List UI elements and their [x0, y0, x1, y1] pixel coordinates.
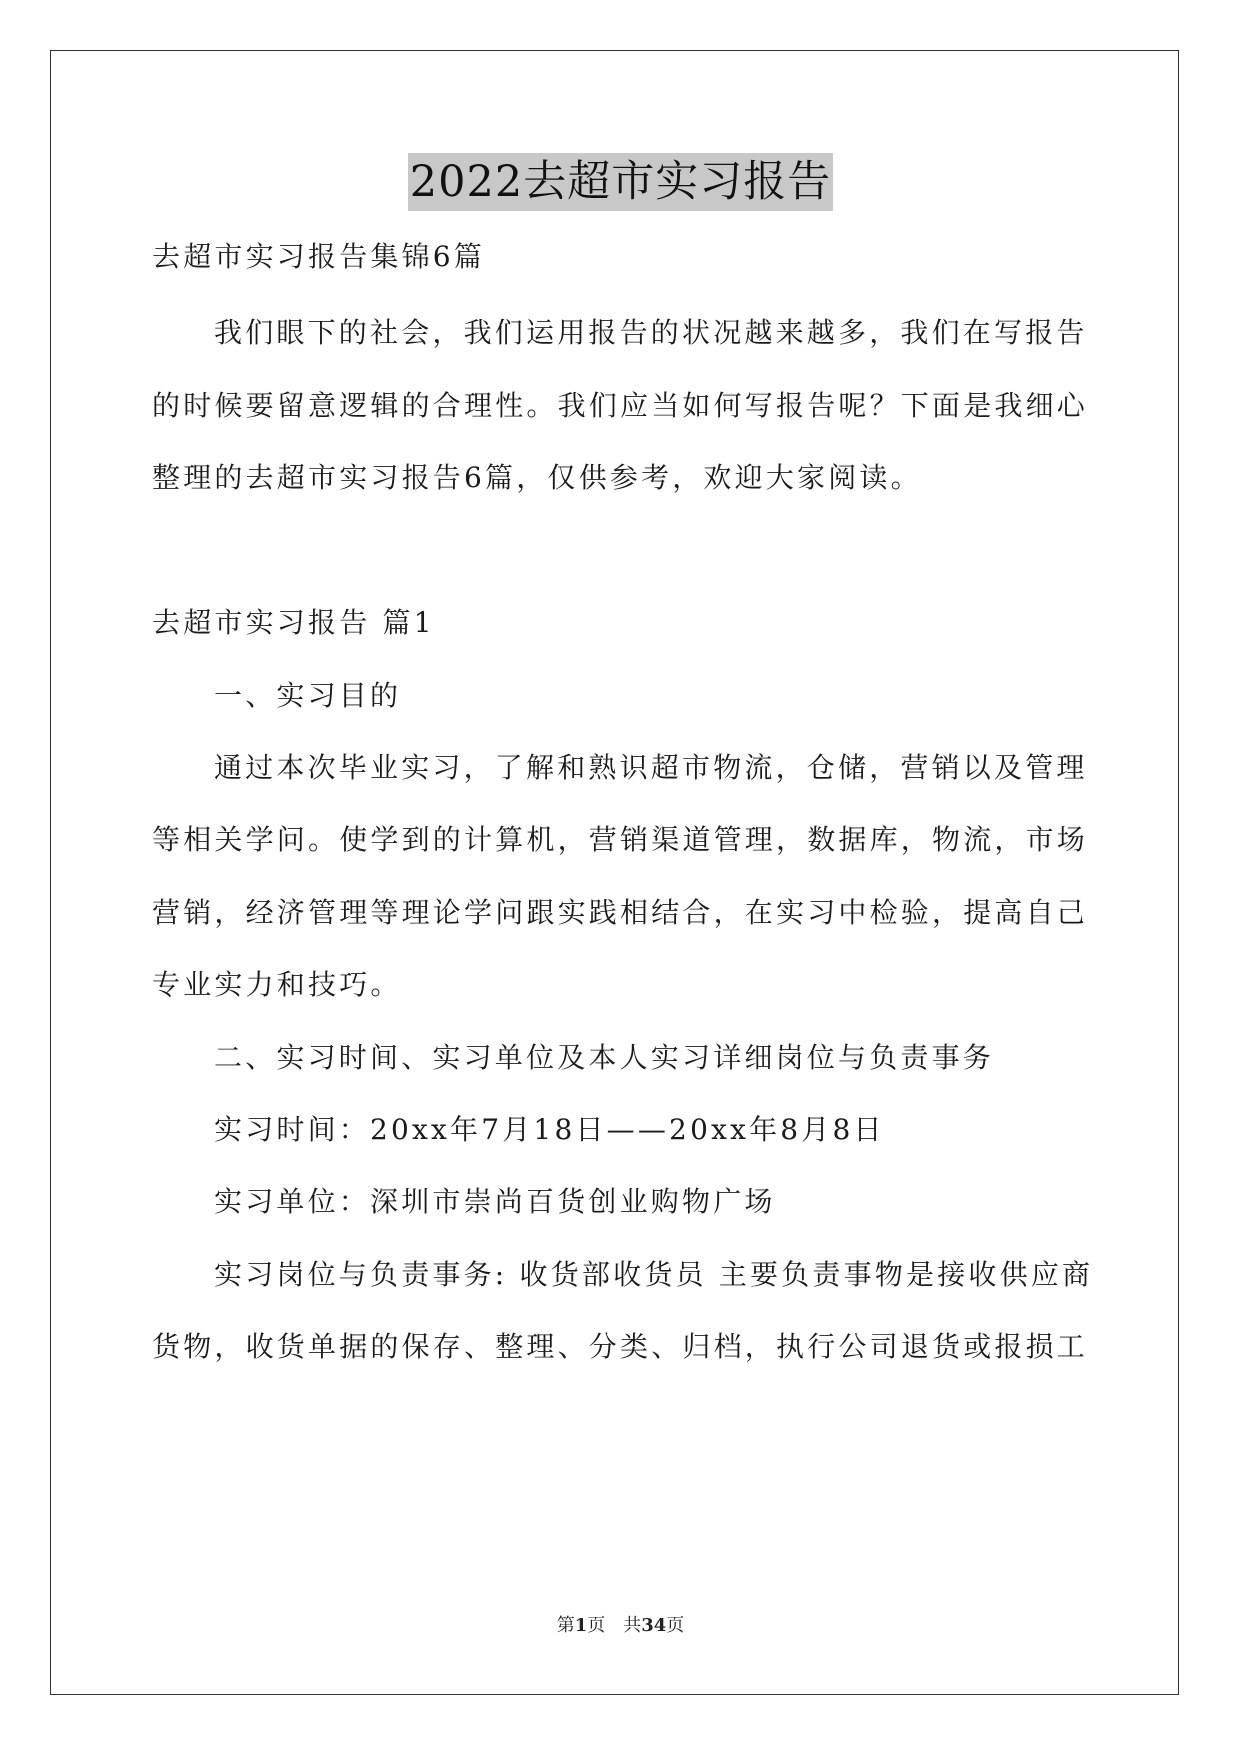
- paragraph-line-4: 专业实力和技巧。: [152, 968, 402, 1001]
- page-prefix: 第: [556, 1615, 575, 1636]
- page-border: [50, 50, 1179, 1695]
- page-current: 1: [574, 1615, 588, 1636]
- paragraph-line-3: 营销，经济管理等理论学问跟实践相结合，在实习中检验，提高自己: [152, 896, 1089, 929]
- duty-line-2: 货物，收货单据的保存、整理、分类、归档，执行公司退货或报损工: [152, 1330, 1089, 1363]
- intro-line-3: 整理的去超市实习报告6篇，仅供参考，欢迎大家阅读。: [152, 461, 922, 494]
- internship-unit: 实习单位：深圳市崇尚百货创业购物广场: [214, 1185, 776, 1218]
- section-heading: 去超市实习报告 篇1: [152, 606, 435, 639]
- page-mid: 页 共: [587, 1615, 642, 1636]
- heading-time-unit: 二、实习时间、实习单位及本人实习详细岗位与负责事务: [214, 1041, 995, 1074]
- page-suffix: 页: [666, 1615, 685, 1636]
- title-container: [0, 153, 1241, 211]
- duty-line-1: 实习岗位与负责事务: 收货部收货员 主要负责事物是接收供应商: [214, 1258, 1094, 1291]
- intro-line-1: 我们眼下的社会，我们运用报告的状况越来越多，我们在写报告: [214, 316, 1088, 349]
- document-subtitle: 去超市实习报告集锦6篇: [152, 240, 486, 273]
- intro-line-2: 的时候要留意逻辑的合理性。我们应当如何写报告呢？下面是我细心: [152, 389, 1089, 422]
- heading-purpose: 一、实习目的: [214, 679, 402, 712]
- page-total: 34: [641, 1615, 667, 1636]
- document-title: 2022去超市实习报告: [408, 153, 833, 211]
- page-footer: [0, 1614, 1241, 1638]
- internship-time: 实习时间：20xx年7月18日——20xx年8月8日: [214, 1113, 885, 1146]
- paragraph-line-2: 等相关学问。使学到的计算机，营销渠道管理，数据库，物流，市场: [152, 823, 1089, 856]
- paragraph-line-1: 通过本次毕业实习，了解和熟识超市物流，仓储，营销以及管理: [214, 751, 1088, 784]
